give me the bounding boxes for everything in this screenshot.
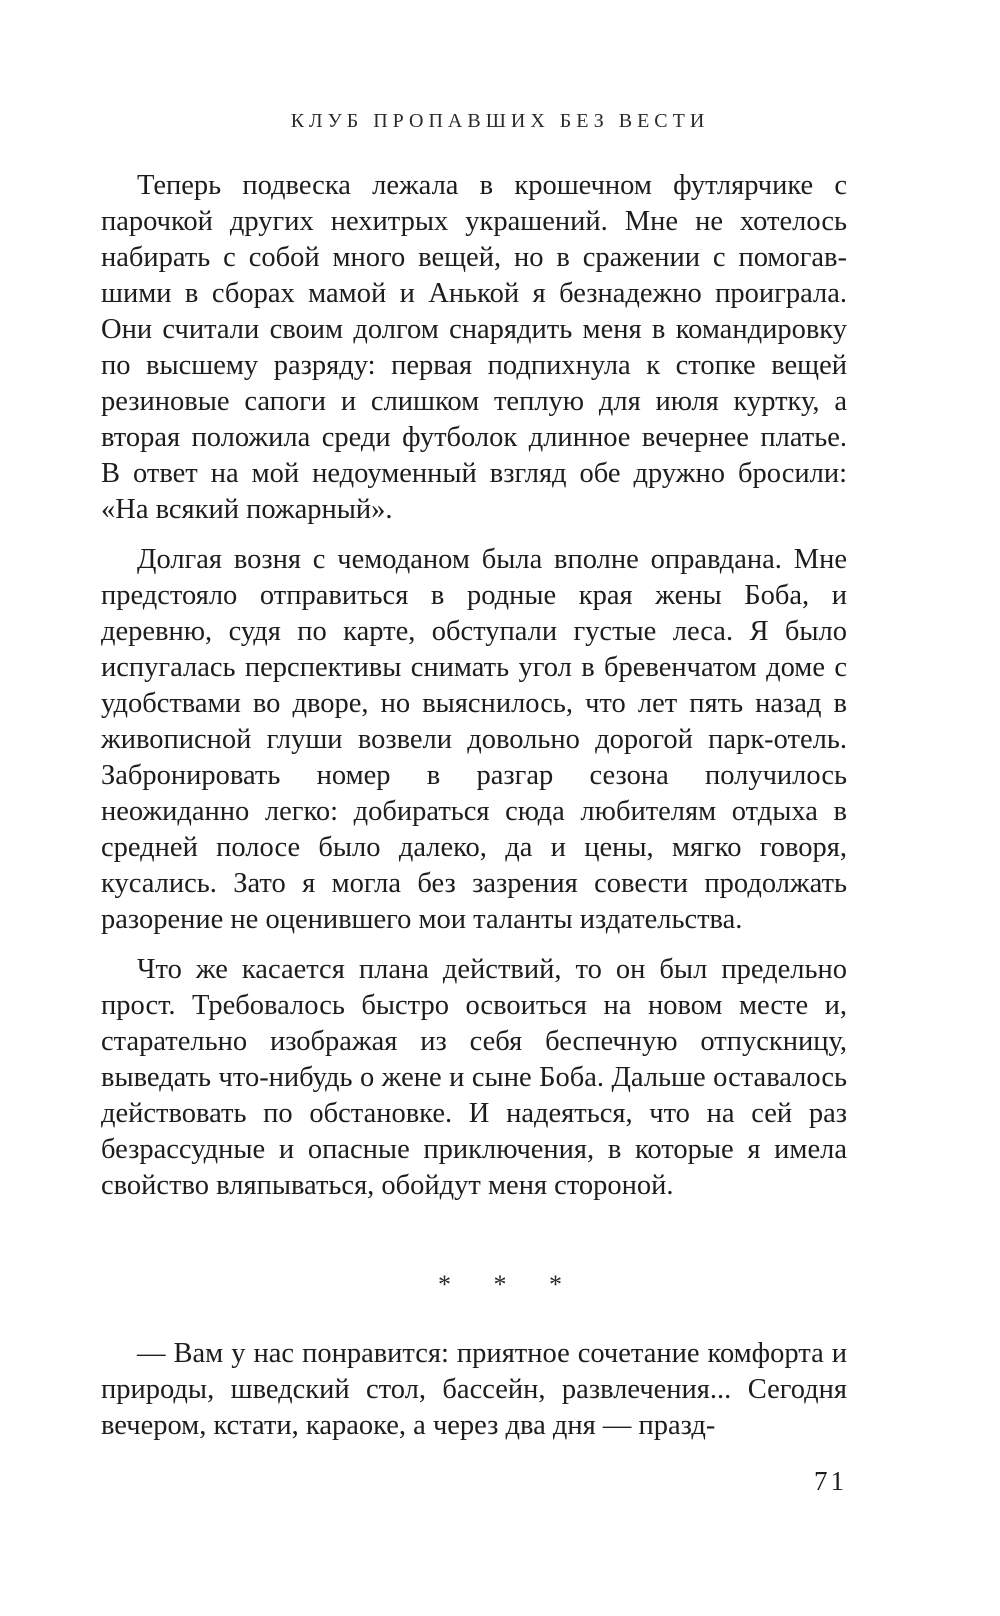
section-separator: * * * [438, 1270, 580, 1299]
paragraph: Долгая возня с чемоданом была вполне оправдана. Мне предстояло отправиться в родные края жены Боба, и деревню, судя по карте, обступали густые леса. Я было испугалась перспективы снимать угол в бревенчатом доме с удобствами во дворе, но выяснилось, что лет пять назад в живописной глуши возвели довольно дорогой парк-отель. Забронировать номер в разгар сезона получилось неожиданно легко: добираться сюда любителям отдыха в средней полосе было далеко, да и цены, мягко говоря, кусались. Зато я могла без зазрения совести продолжать разорение не оценившего мои таланты издательства. [101, 544, 847, 935]
paragraph: Теперь подвеска лежала в крошечном футлярчике с парочкой других нехитрых украшений. Мне не хотелось набирать с собой много вещей, но в сражении с помогавшими в сборах мамой и Анькой я безнадежно проиграла. Они считали своим долгом снарядить меня в командировку по высшему разряду: первая подпихнула к стопке вещей резиновые сапоги и слишком теплую для июля куртку, а вторая положила среди футболок длинное вечернее платье. В ответ на мой недоуменный взгляд обе дружно бросили: «На всякий пожарный». [101, 170, 847, 525]
running-head-title: КЛУБ ПРОПАВШИХ БЕЗ ВЕСТИ [290, 110, 710, 132]
dialogue-paragraph: — Вам у нас понравится: приятное сочетание комфорта и природы, шведский стол, бассейн, развлечения... Сегодня вечером, кстати, караоке, а через два дня — празд- [101, 1338, 847, 1441]
paragraph: Что же касается плана действий, то он был предельно прост. Требовалось быстро освоиться на новом месте и, старательно изображая из себя беспечную отпускницу, выведать что-нибудь о жене и сыне Боба. Дальше оставалось действовать по обстановке. И надеяться, что на сей раз безрассудные и опасные приключения, в которые я имела свойство вляпываться, обойдут меня стороной. [101, 954, 847, 1201]
page-number: 71 [814, 1466, 847, 1496]
dialogue-text [101, 1336, 847, 1444]
main-text [101, 168, 847, 1204]
